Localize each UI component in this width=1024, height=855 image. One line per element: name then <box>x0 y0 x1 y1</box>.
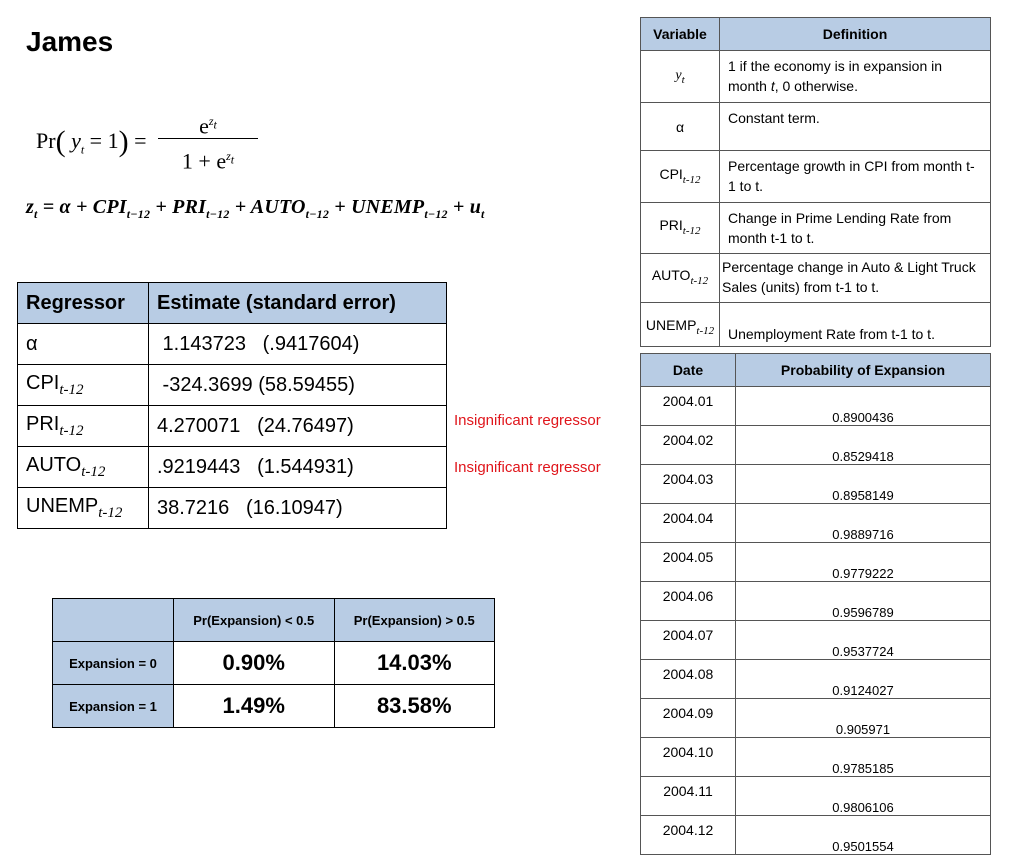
table-row <box>18 447 447 488</box>
probability-cell: 0.9889716 <box>736 504 991 543</box>
variable-cell: $AUTO_{t-12}$ <box>641 254 720 303</box>
table-header-row <box>18 283 447 324</box>
probability-cell: 0.9124027 <box>736 660 991 699</box>
probability-cell: 0.9785185 <box>736 738 991 777</box>
probability-table <box>640 353 991 855</box>
table-row <box>641 816 991 855</box>
pri-insignificant-note: Insignificant regressor <box>454 412 601 429</box>
probability-cell: 0.9596789 <box>736 582 991 621</box>
definition-cell: Percentage growth in CPI from month t-1 to t. <box>720 151 991 203</box>
table-row <box>641 582 991 621</box>
regressor-estimate: .9219443 (1.544931) <box>149 447 447 488</box>
regressor-estimate: -324.3699 (58.59455) <box>149 365 447 406</box>
table-header-row <box>641 354 991 387</box>
table-header-row <box>53 599 495 642</box>
regressor-name: α <box>18 324 149 365</box>
date-cell: 2004.08 <box>641 660 736 699</box>
row-label: Expansion = 0 <box>53 642 174 685</box>
definition-cell: Unemployment Rate from t-1 to t. <box>720 303 991 347</box>
probability-cell: 0.905971 <box>736 699 991 738</box>
table-row <box>641 426 991 465</box>
date-cell: 2004.03 <box>641 465 736 504</box>
variable-cell: $UNEMP_{t-12}$ <box>641 303 720 347</box>
regressor-name: $UNEMP_{t-12}$ <box>18 488 149 529</box>
probability-cell: 0.9537724 <box>736 621 991 660</box>
date-cell: 2004.07 <box>641 621 736 660</box>
model-equation: $z_t = \alpha + CPI_{t-12} + PRI_{t-12}$ + $AUTO_{t-12}$ + $UNEMP_{t-12} + u_t$ <box>26 196 485 221</box>
definition-cell: Constant term. <box>720 103 991 151</box>
definition-cell: Percentage change in Auto & Light Truck Sales (units) from t-1 to t. <box>720 254 991 303</box>
probability-cell: 0.9501554 <box>736 816 991 855</box>
table-row <box>641 465 991 504</box>
row-label: Expansion = 1 <box>53 685 174 728</box>
table-row <box>18 406 447 447</box>
corner-cell <box>53 599 174 642</box>
variable-cell: $CPI_{t-12}$ <box>641 151 720 203</box>
classification-table <box>52 598 495 728</box>
table-row <box>18 324 447 365</box>
variable-cell: $PRI_{t-12}$ <box>641 203 720 254</box>
regressor-table <box>17 282 447 529</box>
fraction-denominator: $1 + e^{z_t}$ <box>181 148 235 174</box>
variable-header: Variable <box>641 18 720 51</box>
date-cell: 2004.05 <box>641 543 736 582</box>
estimate-header: Estimate (standard error) <box>149 283 447 324</box>
table-row <box>641 103 991 151</box>
date-cell: 2004.12 <box>641 816 736 855</box>
auto-insignificant-note: Insignificant regressor <box>454 459 601 476</box>
table-row <box>641 777 991 816</box>
table-row <box>53 685 495 728</box>
table-row <box>641 699 991 738</box>
table-row <box>641 504 991 543</box>
date-cell: 2004.06 <box>641 582 736 621</box>
probability-cell: 0.8900436 <box>736 387 991 426</box>
definition-table <box>640 17 991 347</box>
definition-cell: Change in Prime Lending Rate from month t-1 to t. <box>720 203 991 254</box>
pr-func: Pr <box>36 128 56 153</box>
regressor-estimate: 38.7216 (16.10947) <box>149 488 447 529</box>
date-cell: 2004.02 <box>641 426 736 465</box>
table-row <box>53 642 495 685</box>
lhs-sub: t <box>80 142 85 157</box>
table-row <box>641 254 991 303</box>
probability-cell: 0.8529418 <box>736 426 991 465</box>
cell-value: 1.49% <box>174 685 335 728</box>
probability-cell: 0.9806106 <box>736 777 991 816</box>
col-header-low: Pr(Expansion) < 0.5 <box>174 599 335 642</box>
page-title: James <box>26 26 114 57</box>
regressor-name: $AUTO_{t-12}$ <box>18 447 149 488</box>
table-row <box>641 203 991 254</box>
cell-value: 14.03% <box>334 642 495 685</box>
logit-fraction <box>158 106 258 174</box>
lhs-eq: = 1 <box>89 128 119 153</box>
probability-cell: 0.9779222 <box>736 543 991 582</box>
regressor-name: $PRI_{t-12}$ <box>18 406 149 447</box>
regressor-name: $CPI_{t-12}$ <box>18 365 149 406</box>
table-row <box>641 543 991 582</box>
lhs-var: y <box>71 128 81 153</box>
regressor-estimate: 1.143723 (.9417604) <box>149 324 447 365</box>
logit-lhs: Pr( $y_t = 1$) = <box>36 125 147 158</box>
cell-value: 0.90% <box>174 642 335 685</box>
table-header-row <box>641 18 991 51</box>
table-row <box>641 738 991 777</box>
date-cell: 2004.01 <box>641 387 736 426</box>
date-cell: 2004.09 <box>641 699 736 738</box>
table-row <box>641 387 991 426</box>
date-header: Date <box>641 354 736 387</box>
table-row <box>18 488 447 529</box>
definition-header: Definition <box>720 18 991 51</box>
regressor-header: Regressor <box>18 283 149 324</box>
variable-cell: α <box>641 103 720 151</box>
table-row <box>18 365 447 406</box>
variable-cell: $y_t$ <box>641 51 720 103</box>
fraction-numerator: $e^{z_t}$ <box>199 113 217 139</box>
date-cell: 2004.10 <box>641 738 736 777</box>
table-row <box>641 303 991 347</box>
table-row <box>641 151 991 203</box>
table-row <box>641 660 991 699</box>
definition-cell: 1 if the economy is in expansion in month t, 0 otherwise. <box>720 51 991 103</box>
cell-value: 83.58% <box>334 685 495 728</box>
table-row <box>641 621 991 660</box>
probability-header: Probability of Expansion <box>736 354 991 387</box>
col-header-high: Pr(Expansion) > 0.5 <box>334 599 495 642</box>
date-cell: 2004.11 <box>641 777 736 816</box>
regressor-estimate: 4.270071 (24.76497) <box>149 406 447 447</box>
table-row <box>641 51 991 103</box>
date-cell: 2004.04 <box>641 504 736 543</box>
probability-cell: 0.8958149 <box>736 465 991 504</box>
